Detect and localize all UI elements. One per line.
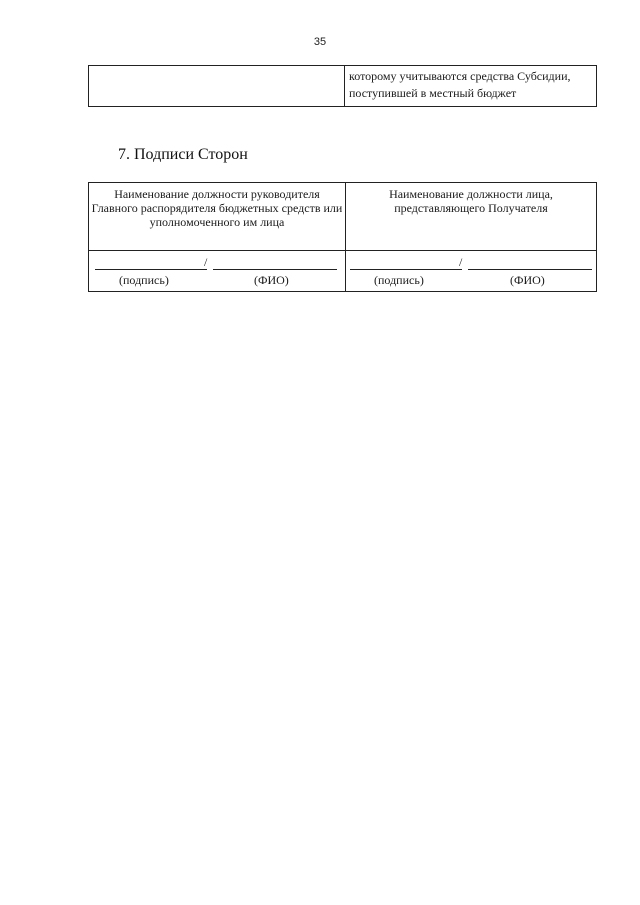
right-name-line [468,269,592,270]
signatures-header-row [89,183,597,251]
right-name-caption: (ФИО) [510,273,545,287]
left-signature-line [95,269,207,270]
left-signature-block [89,251,346,292]
continued-table [88,65,597,107]
left-signature-caption: (подпись) [119,273,169,287]
section-title: 7. Подписи Сторон [118,146,248,163]
table-cell-right: которому учитываются средства Субсидии, поступившей в местный бюджет [345,66,597,107]
left-name-line [213,269,337,270]
right-signature-caption: (подпись) [374,273,424,287]
left-party-header: Наименование должности руководителя Главного распорядителя бюджетных средств или уполномоченного им лица [89,183,346,251]
right-slash: / [459,255,463,269]
right-party-header: Наименование должности лица, представляющего Получателя [346,183,597,251]
left-name-caption: (ФИО) [254,273,289,287]
page-number: 35 [313,36,327,48]
table-row [89,66,597,107]
right-signature-line [350,269,462,270]
signatures-sign-row [89,251,597,292]
right-signature-block [346,251,597,292]
left-slash: / [204,255,208,269]
table-cell-left [89,66,345,107]
signatures-table [88,182,597,292]
